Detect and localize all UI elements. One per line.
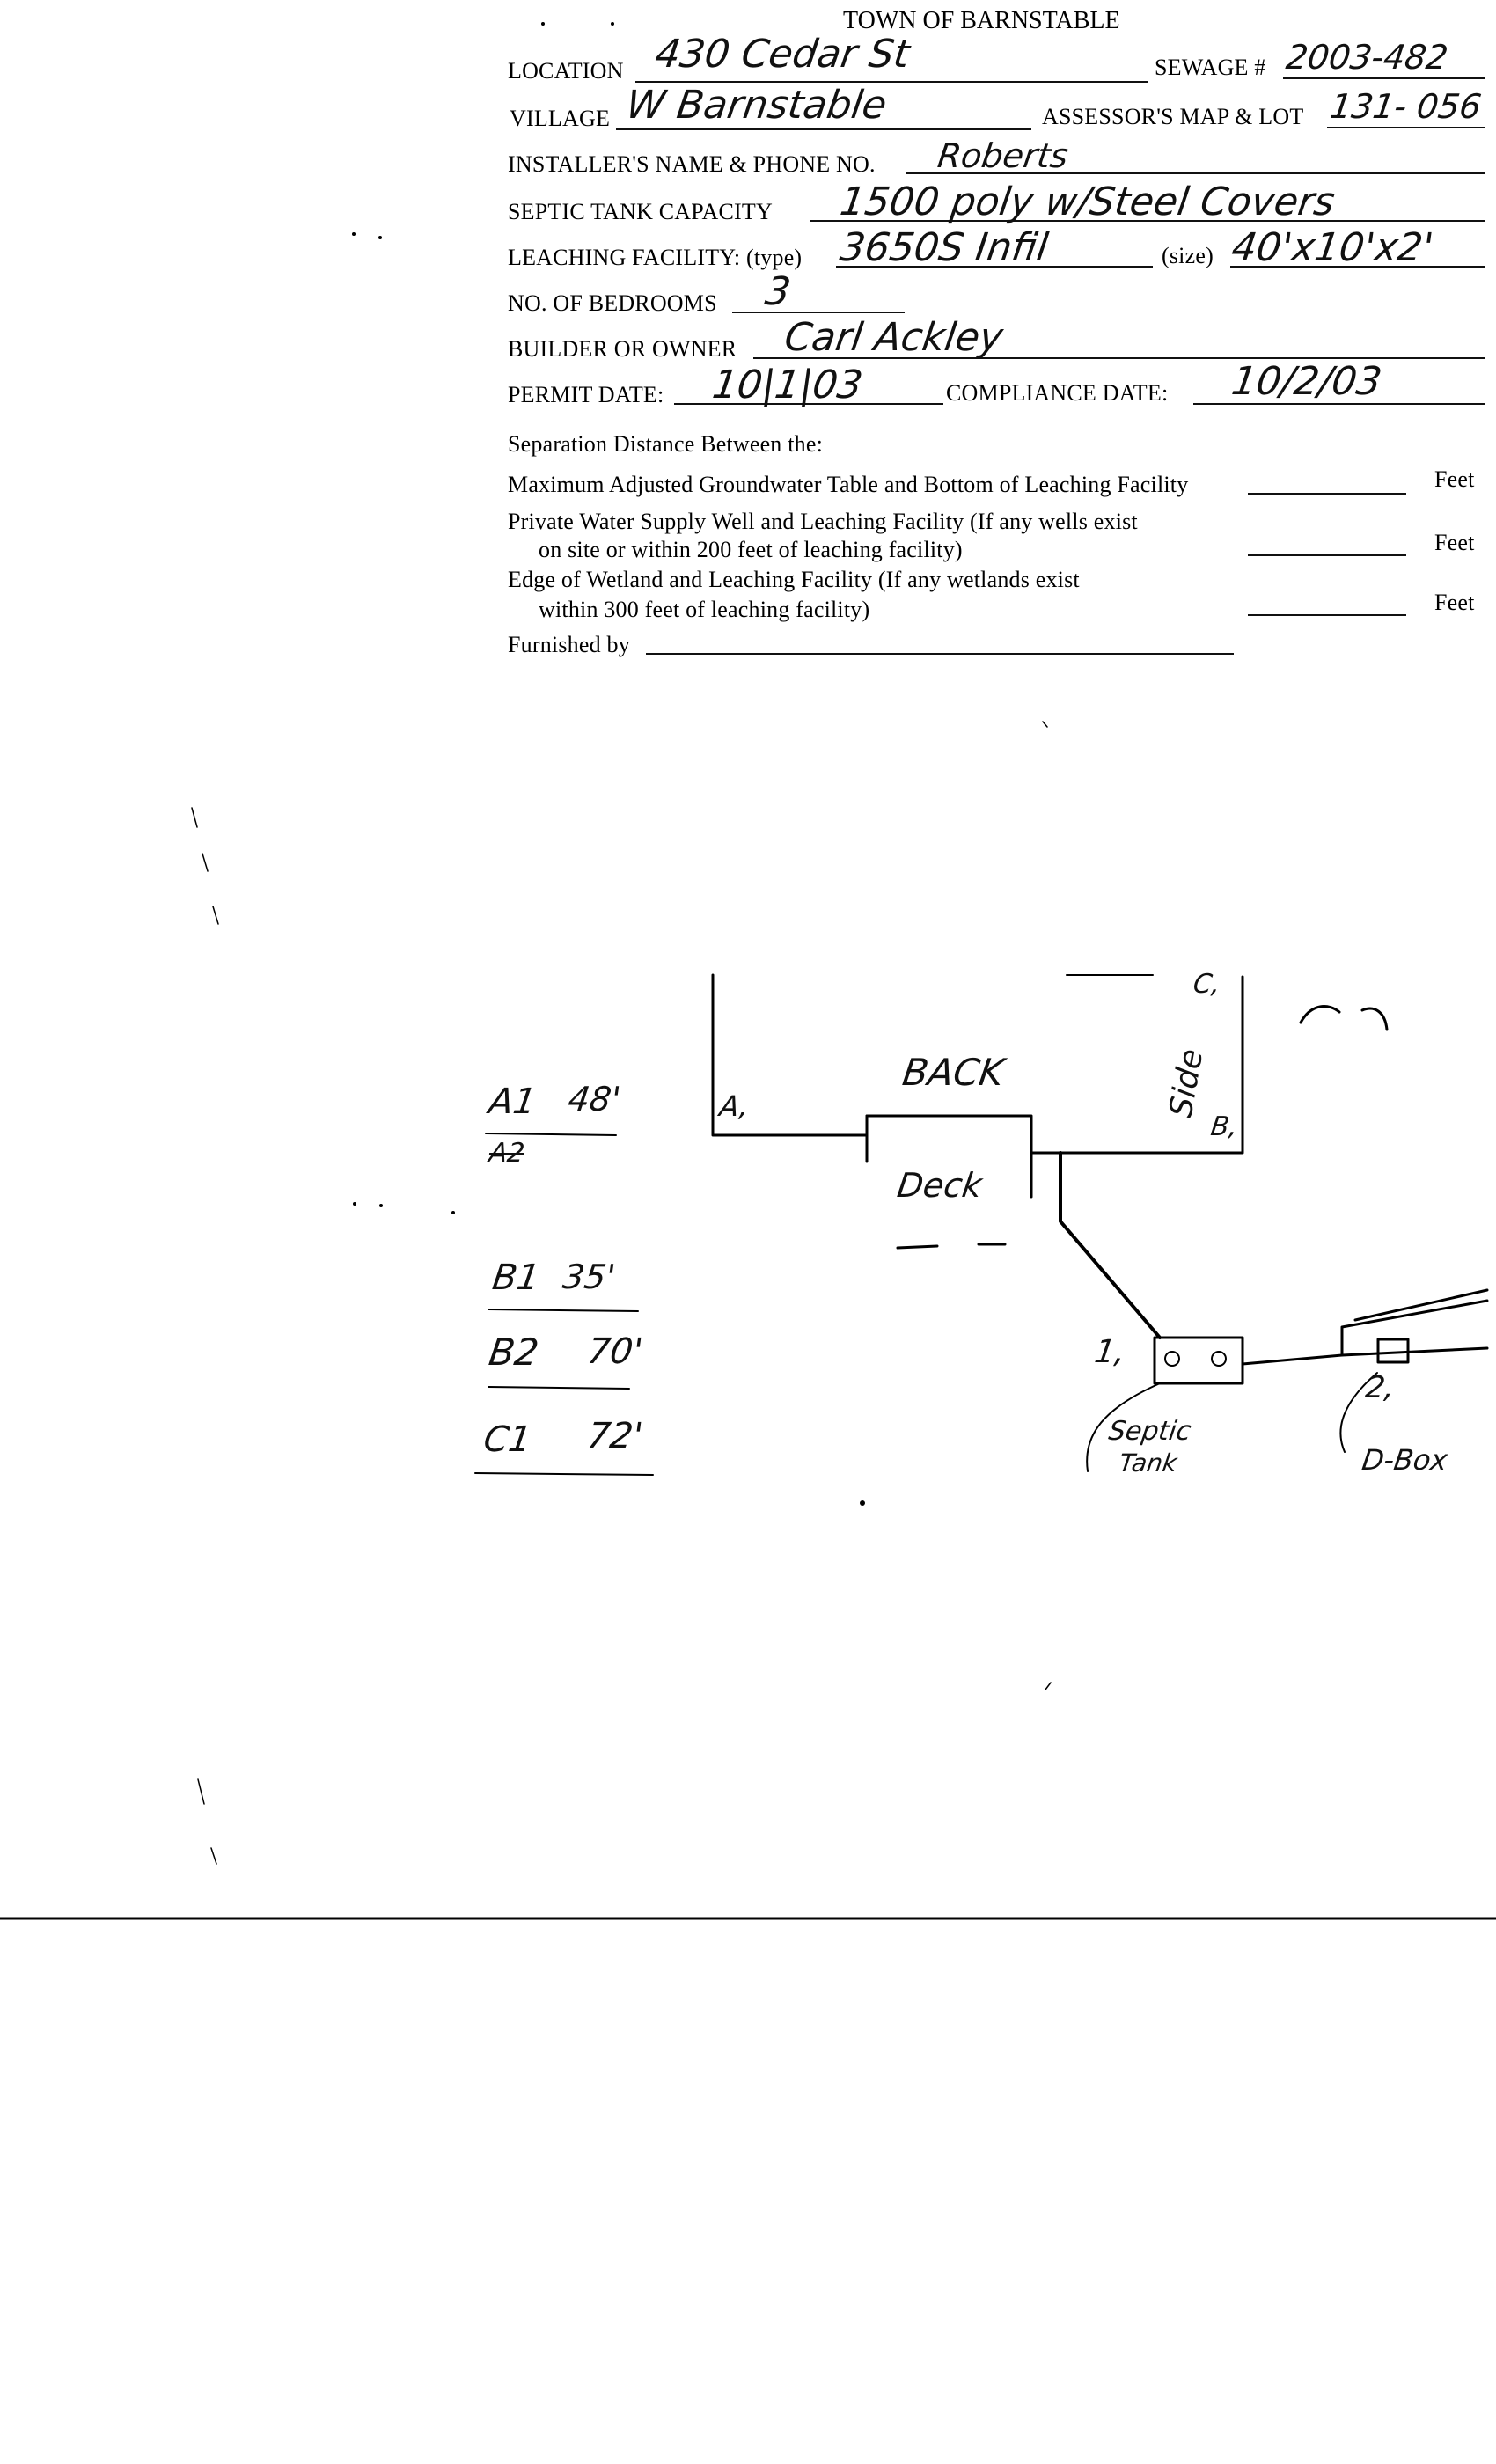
sep-wetland-label-1: Edge of Wetland and Leaching Facility (If any wetlands exist bbox=[508, 567, 1080, 592]
sep-well-label-2: on site or within 200 feet of leaching facility) bbox=[539, 537, 963, 562]
point-c-label: C, bbox=[1191, 969, 1223, 1000]
measure-a1-value: 48' bbox=[565, 1080, 623, 1118]
speck-2 bbox=[611, 22, 614, 26]
village-label: VILLAGE bbox=[510, 106, 611, 131]
sep-well-feet: Feet bbox=[1434, 530, 1475, 555]
bedrooms-label: NO. OF BEDROOMS bbox=[508, 290, 717, 316]
tank-cover-2 bbox=[1212, 1352, 1226, 1366]
measure-b1-value: 35' bbox=[560, 1258, 618, 1296]
speck-7 bbox=[451, 1211, 455, 1214]
point-1-label: 1, bbox=[1092, 1334, 1128, 1370]
deck-dash-1 bbox=[898, 1246, 937, 1248]
speck-1 bbox=[541, 22, 545, 26]
measure-underline-c1 bbox=[475, 1473, 653, 1475]
speck-3 bbox=[352, 232, 356, 236]
location-value: 430 Cedar St bbox=[652, 32, 913, 77]
tank-capacity-label: SEPTIC TANK CAPACITY bbox=[508, 199, 773, 224]
scan-mark-2 bbox=[198, 1779, 216, 1864]
dbox-caption: D-Box bbox=[1360, 1443, 1450, 1477]
owner-value: Carl Ackley bbox=[781, 315, 1006, 360]
arc-mark-1 bbox=[1301, 1007, 1339, 1023]
compliance-date-label: COMPLIANCE DATE: bbox=[946, 380, 1169, 406]
arc-mark-2 bbox=[1362, 1008, 1387, 1030]
speck-4 bbox=[378, 236, 382, 239]
side-label: Side bbox=[1162, 1046, 1211, 1120]
tank-cover-1 bbox=[1165, 1352, 1179, 1366]
sep-wetland-feet: Feet bbox=[1434, 590, 1475, 615]
point-b-label: B, bbox=[1208, 1111, 1240, 1142]
compliance-date-value: 10/2/03 bbox=[1228, 359, 1385, 404]
house-to-tank-pipe bbox=[1060, 1153, 1160, 1338]
measure-underline-b2 bbox=[488, 1387, 629, 1389]
measure-b1-label: B1 bbox=[489, 1258, 543, 1298]
point-a-label: A, bbox=[717, 1089, 752, 1123]
permit-date-label: PERMIT DATE: bbox=[508, 382, 664, 407]
village-value: W Barnstable bbox=[623, 83, 890, 128]
leaching-field-outline bbox=[1342, 1290, 1487, 1355]
point-2-label: 2, bbox=[1363, 1370, 1397, 1405]
septic-tank-outline bbox=[1155, 1338, 1243, 1383]
assessor-value: 131- 056 bbox=[1327, 87, 1484, 126]
measure-underline-a1 bbox=[486, 1133, 616, 1135]
tank-to-dbox-pipe bbox=[1243, 1355, 1342, 1364]
form-title: TOWN OF BARNSTABLE bbox=[843, 7, 1120, 34]
location-label: LOCATION bbox=[508, 58, 624, 84]
owner-label: BUILDER OR OWNER bbox=[508, 336, 737, 362]
sep-wetland-label-2: within 300 feet of leaching facility) bbox=[539, 597, 870, 622]
leaching-size-label: (size) bbox=[1162, 243, 1214, 268]
speck-8 bbox=[860, 1500, 865, 1506]
speck-5 bbox=[353, 1202, 356, 1206]
tank-capacity-value: 1500 poly w/Steel Covers bbox=[837, 180, 1338, 224]
tank-caption-1: Septic bbox=[1106, 1416, 1193, 1447]
sep-groundwater-feet: Feet bbox=[1434, 466, 1475, 492]
scan-mark-1 bbox=[192, 808, 218, 924]
measure-c1-value: 72' bbox=[584, 1416, 646, 1456]
leaching-type-label: LEACHING FACILITY: (type) bbox=[508, 245, 803, 270]
assessor-label: ASSESSOR'S MAP & LOT bbox=[1042, 104, 1304, 129]
tank-caption-2: Tank bbox=[1117, 1448, 1179, 1478]
furnished-by-label: Furnished by bbox=[508, 632, 630, 657]
separation-heading: Separation Distance Between the: bbox=[508, 431, 823, 457]
measure-b2-label: B2 bbox=[486, 1331, 542, 1374]
installer-label: INSTALLER'S NAME & PHONE NO. bbox=[508, 151, 876, 177]
sep-well-label-1: Private Water Supply Well and Leaching Facility (If any wells exist bbox=[508, 509, 1138, 534]
speck-6 bbox=[379, 1204, 383, 1207]
sep-groundwater-label: Maximum Adjusted Groundwater Table and Bottom of Leaching Facility bbox=[508, 472, 1189, 497]
sewage-label: SEWAGE # bbox=[1155, 55, 1266, 80]
scan-mark-3 bbox=[1043, 722, 1051, 1690]
leaching-type-value: 3650S Infil bbox=[837, 225, 1052, 270]
bedrooms-value: 3 bbox=[762, 269, 794, 314]
measure-a1-label: A1 bbox=[486, 1082, 539, 1122]
measure-b2-value: 70' bbox=[584, 1331, 646, 1372]
measure-c1-label: C1 bbox=[480, 1419, 534, 1460]
measure-underline-b1 bbox=[488, 1309, 638, 1311]
installer-value: Roberts bbox=[935, 136, 1071, 175]
dbox-outline bbox=[1378, 1339, 1408, 1362]
back-label: BACK bbox=[899, 1051, 1007, 1094]
deck-label: Deck bbox=[894, 1166, 985, 1205]
permit-date-value: 10|1|03 bbox=[709, 363, 866, 407]
leaching-size-value: 40'x10'x2' bbox=[1228, 225, 1436, 270]
measure-a2-label: A2 bbox=[487, 1138, 527, 1169]
sewage-value: 2003-482 bbox=[1283, 38, 1451, 77]
